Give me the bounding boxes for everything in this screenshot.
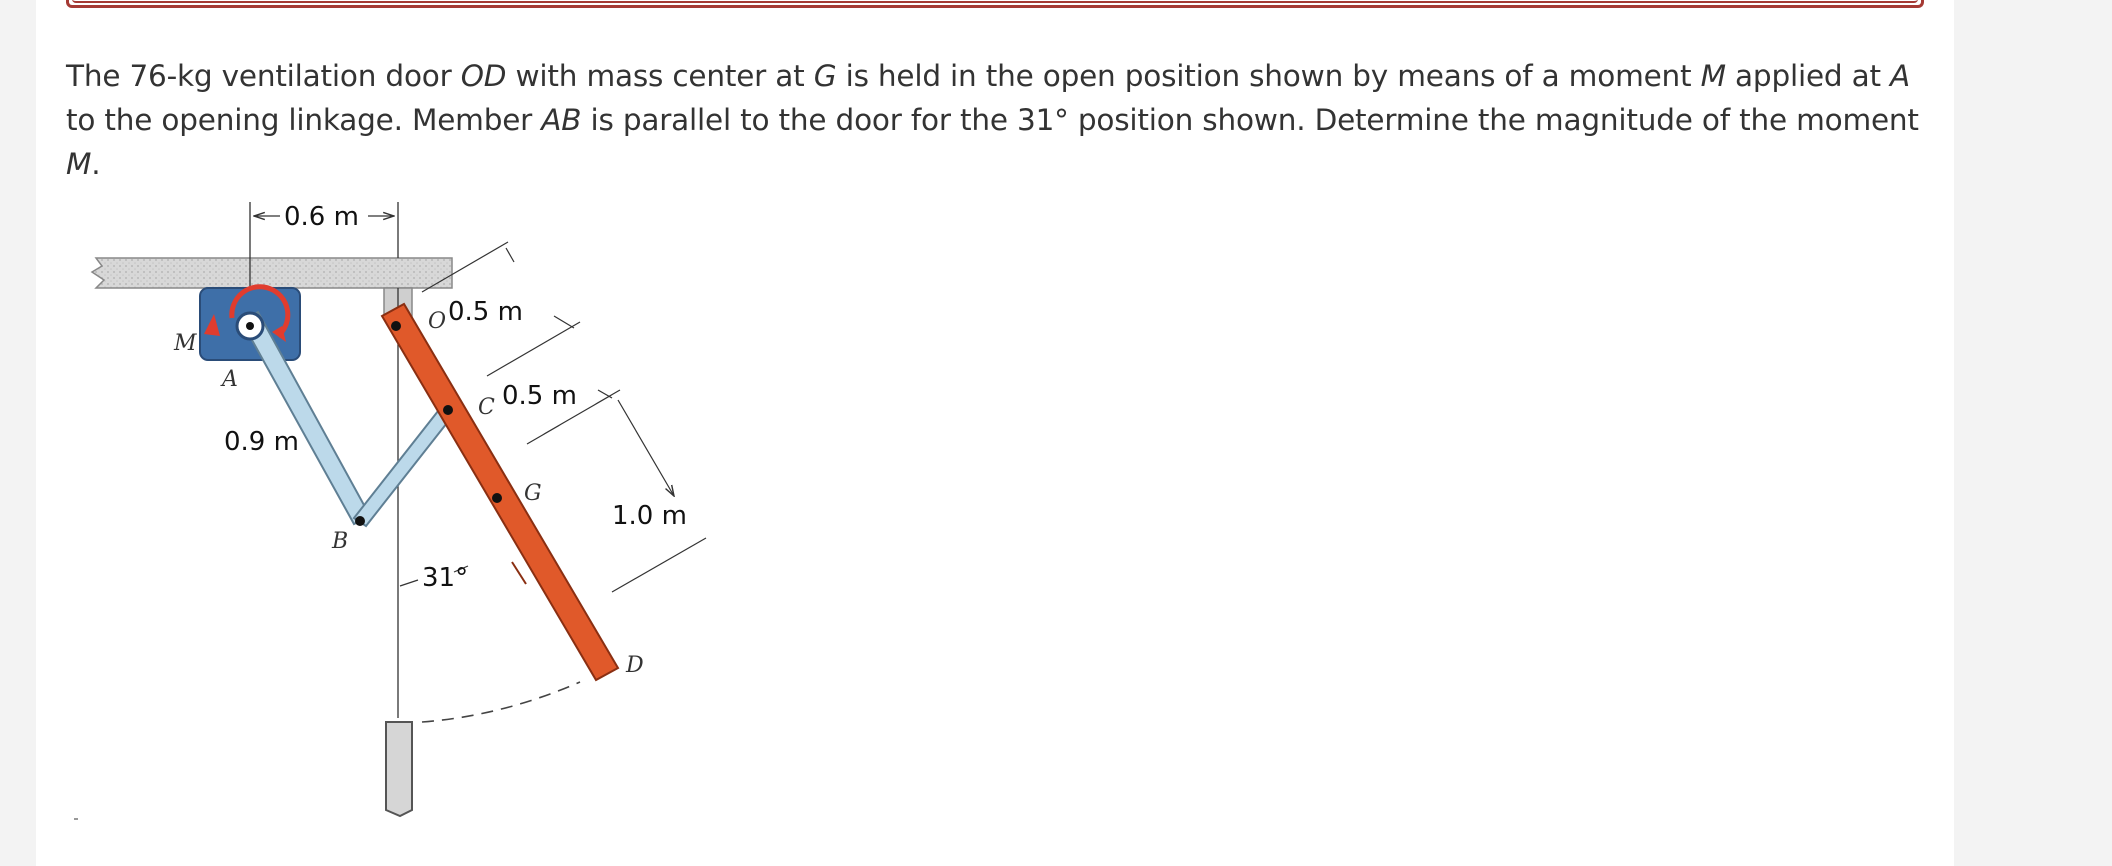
dimension-ab-label: 0.9 m [224, 427, 299, 457]
mass-center-g [492, 493, 502, 503]
ceiling [92, 258, 452, 288]
label-m: M [174, 331, 197, 356]
label-c: C [478, 395, 495, 420]
problem-text: is parallel to the door for the 31° position shown. Determine the magnitude of the moment [581, 103, 1919, 137]
dimension-oc-label: 0.5 m [448, 297, 523, 327]
problem-text: with mass center at [506, 59, 814, 93]
problem-var-a: A [1890, 59, 1911, 93]
problem-var-m: M [1700, 59, 1726, 93]
angle-label: 31° [422, 563, 469, 593]
problem-var-m: M [66, 147, 92, 181]
mechanism-figure [82, 186, 722, 826]
label-g: G [524, 481, 542, 506]
link-bc [354, 406, 454, 526]
label-b: B [332, 529, 349, 554]
label-d: D [626, 653, 644, 678]
pin-b [355, 516, 365, 526]
problem-text: The 76-kg ventilation door [66, 59, 461, 93]
link-ab [242, 312, 370, 524]
problem-var-g: G [813, 59, 837, 93]
pin-c [443, 405, 453, 415]
previous-section-frame-inner [72, 0, 1918, 3]
label-a: A [222, 367, 238, 392]
door-closed-position [386, 722, 412, 816]
problem-var-od: OD [460, 59, 507, 93]
mechanism-diagram [82, 186, 722, 826]
problem-text: . [91, 147, 101, 181]
dimension-cg-label: 0.5 m [502, 381, 577, 411]
pin-o [391, 321, 401, 331]
problem-statement [66, 54, 1926, 186]
problem-text: to the opening linkage. Member [66, 103, 542, 137]
problem-text: is held in the open position shown by means of a moment [836, 59, 1701, 93]
label-o: O [428, 309, 447, 334]
door-od [382, 304, 618, 680]
problem-var-ab: AB [541, 103, 582, 137]
door-swing-arc [422, 682, 580, 722]
dimension-gd-label: 1.0 m [612, 501, 687, 531]
dimension-top-label: 0.6 m [284, 202, 359, 232]
previous-section-frame [66, 0, 1924, 8]
stray-mark [74, 818, 78, 820]
problem-text: applied at [1725, 59, 1891, 93]
pin-a-center [246, 322, 254, 330]
